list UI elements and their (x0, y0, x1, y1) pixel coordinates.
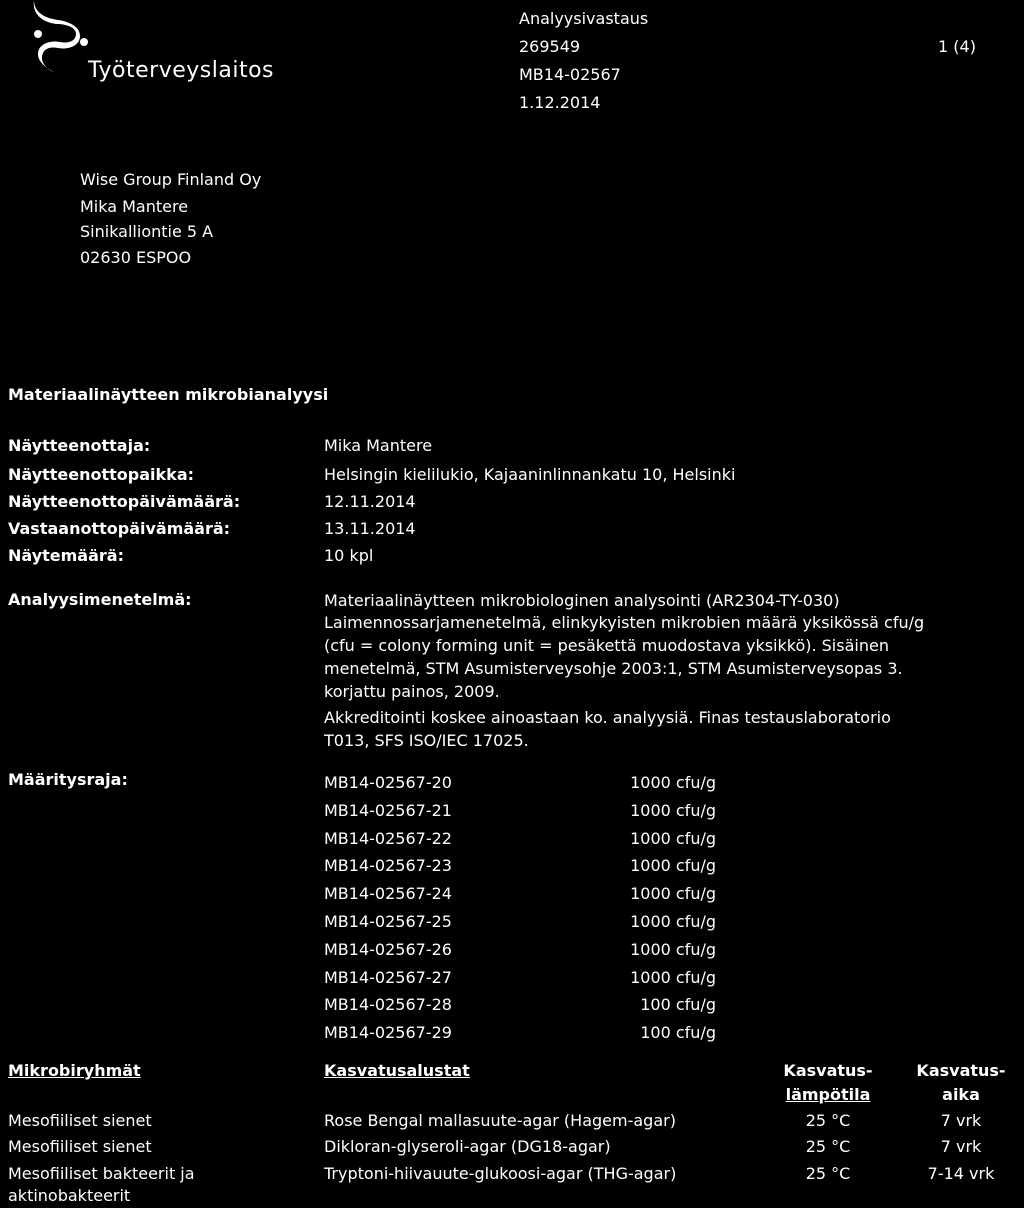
info-label: Näytteenottaja: (8, 436, 151, 455)
time-cell: 7-14 vrk (927, 1164, 995, 1183)
limit-sample: MB14-02567-23 (324, 856, 452, 876)
limit-value: 100 cfu/g (640, 1023, 716, 1043)
sample-id: MB14-02567 (519, 65, 621, 84)
method-line: Laimennossarjamenetelmä, elinkykyisten mikrobien määrä yksikössä cfu/g (324, 613, 925, 632)
medium-cell: Rose Bengal mallasuute-agar (Hagem-agar) (324, 1111, 676, 1130)
method-line: menetelmä, STM Asumisterveysohje 2003:1, STM Asumisterveysopas 3. (324, 659, 903, 678)
limit-sample: MB14-02567-28 (324, 995, 452, 1015)
limit-value: 1000 cfu/g (630, 828, 716, 848)
limit-value: 1000 cfu/g (630, 800, 716, 820)
col-header-time: Kasvatus- (916, 1061, 1006, 1080)
group-cell: Mesofiiliset sienet (8, 1137, 152, 1156)
limit-sample: MB14-02567-29 (324, 1023, 452, 1043)
limit-value: 1000 cfu/g (630, 939, 716, 959)
limit-value: 1000 cfu/g (630, 856, 716, 876)
method-line: korjattu painos, 2009. (324, 682, 500, 701)
group-cell: Mesofiiliset sienet (8, 1111, 152, 1130)
info-label: Vastaanottopäivämäärä: (8, 519, 231, 538)
method-line: (cfu = colony forming unit = pesäkettä muodostava yksikkö). Sisäinen (324, 636, 889, 655)
limit-sample: MB14-02567-21 (324, 800, 452, 820)
info-value: 12.11.2014 (324, 492, 416, 511)
limit-sample: MB14-02567-25 (324, 912, 452, 931)
logo-text: Työterveyslaitos (88, 58, 274, 83)
recipient-line: Sinikalliontie 5 A (80, 222, 214, 241)
logo-mark-icon (28, 0, 88, 72)
recipient-line: 02630 ESPOO (80, 248, 192, 267)
temp-cell: 25 °C (805, 1137, 851, 1156)
group-cell-continued: aktinobakteerit (8, 1186, 131, 1205)
col-header-temp-2: lämpötila (785, 1085, 871, 1104)
limits-label: Määritysraja: (8, 770, 128, 789)
limit-sample: MB14-02567-24 (324, 884, 452, 904)
temp-cell: 25 °C (805, 1111, 851, 1130)
col-header-temp: Kasvatus- (783, 1061, 873, 1080)
limit-value: 1000 cfu/g (630, 773, 716, 792)
group-cell: Mesofiiliset bakteerit ja (8, 1164, 195, 1183)
temp-cell: 25 °C (805, 1164, 851, 1183)
info-label: Näytteenottopaikka: (8, 465, 195, 484)
time-cell: 7 vrk (940, 1111, 982, 1130)
recipient-line: Wise Group Finland Oy (80, 170, 262, 189)
info-value: 13.11.2014 (324, 519, 416, 538)
info-label: Näytemäärä: (8, 546, 124, 565)
medium-cell: Dikloran-glyseroli-agar (DG18-agar) (324, 1137, 611, 1156)
limit-value: 1000 cfu/g (630, 912, 716, 931)
col-header-group: Mikrobiryhmät (8, 1061, 141, 1080)
report-number: 269549 (519, 37, 581, 56)
limit-sample: MB14-02567-20 (324, 773, 452, 792)
accreditation-line: T013, SFS ISO/IEC 17025. (324, 731, 529, 750)
limit-sample: MB14-02567-26 (324, 939, 452, 959)
page-number: 1 (4) (938, 37, 976, 56)
limit-value: 100 cfu/g (640, 995, 716, 1015)
info-label: Näytteenottopäivämäärä: (8, 492, 241, 511)
limit-value: 1000 cfu/g (630, 967, 716, 987)
medium-cell: Tryptoni-hiivauute-glukoosi-agar (THG-agar) (324, 1164, 677, 1183)
info-value: 10 kpl (324, 546, 374, 565)
recipient-line: Mika Mantere (80, 197, 189, 216)
info-value: Helsingin kielilukio, Kajaaninlinnankatu 10, Helsinki (324, 465, 736, 484)
accreditation-line: Akkreditointi koskee ainoastaan ko. analyysiä. Finas testauslaboratorio (324, 708, 891, 727)
report-date: 1.12.2014 (519, 93, 601, 112)
info-value: Mika Mantere (324, 436, 433, 455)
time-cell: 7 vrk (940, 1137, 982, 1156)
limit-sample: MB14-02567-27 (324, 967, 452, 987)
method-line: Materiaalinäytteen mikrobiologinen analysointi (AR2304-TY-030) (324, 591, 840, 610)
page-title: Materiaalinäytteen mikrobianalyysi (8, 385, 329, 404)
col-header-time-2: aika (942, 1085, 980, 1104)
limit-sample: MB14-02567-22 (324, 828, 452, 848)
doc-type: Analyysivastaus (519, 9, 649, 28)
col-header-medium: Kasvatusalustat (324, 1061, 470, 1080)
method-label: Analyysimenetelmä: (8, 590, 192, 609)
limit-value: 1000 cfu/g (630, 884, 716, 904)
